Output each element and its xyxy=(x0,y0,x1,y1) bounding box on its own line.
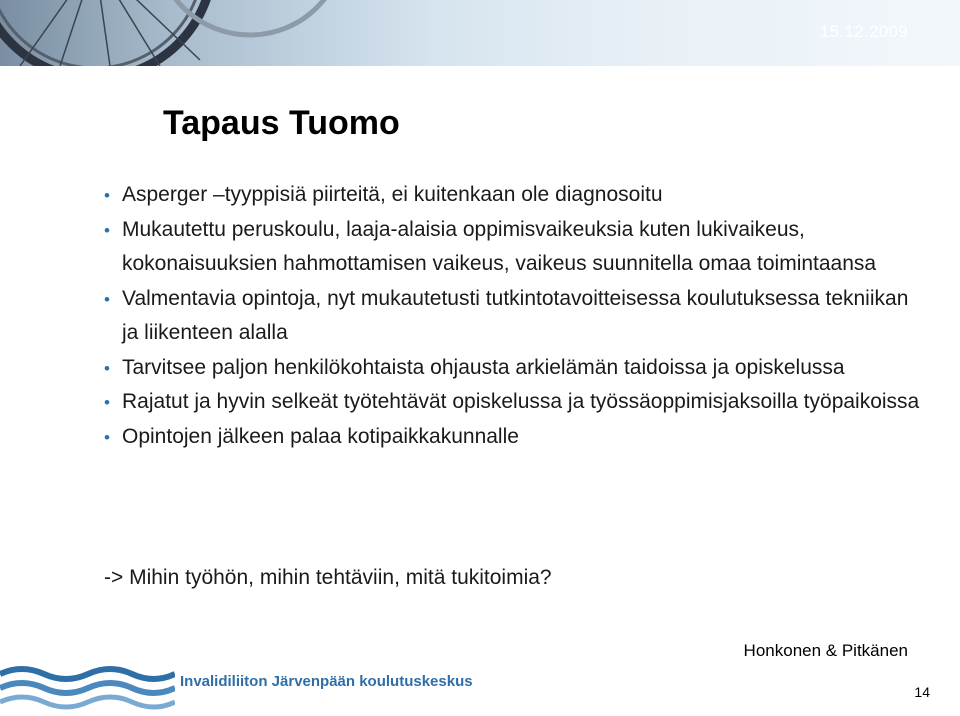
bullet-item: • Valmentavia opintoja, nyt mukautetusti tutkintotavoitteisessa koulutuksessa tekniikan ja liikenteen alalla xyxy=(104,282,924,351)
bullet-list xyxy=(104,178,924,454)
bullet-icon: • xyxy=(104,186,110,205)
page-number: 14 xyxy=(914,684,930,700)
bullet-item: • Mukautettu peruskoulu, laaja-alaisia oppimisvaikeuksia kuten lukivaikeus, kokonaisuuksien hahmottamisen vaikeus, vaikeus suunnitella omaa toimintaansa xyxy=(104,213,924,282)
bullet-icon: • xyxy=(104,393,110,412)
organization-name: Invalidiliiton Järvenpään koulutuskeskus xyxy=(180,673,473,690)
question-line: -> Mihin työhön, mihin tehtäviin, mitä tukitoimia? xyxy=(104,566,552,589)
bullet-icon: • xyxy=(104,358,110,378)
wave-logo-icon xyxy=(0,660,175,710)
bullet-item: • Rajatut ja hyvin selkeät työtehtävät opiskelussa ja työssäoppimisjaksoilla työpaikoissa xyxy=(104,385,924,420)
authors: Honkonen & Pitkänen xyxy=(743,641,908,660)
header-band xyxy=(0,0,960,66)
bullet-item: • Asperger –tyyppisiä piirteitä, ei kuitenkaan ole diagnosoitu xyxy=(104,178,924,213)
bullet-item: • Tarvitsee paljon henkilökohtaista ohjausta arkielämän taidoissa ja opiskelussa xyxy=(104,351,924,386)
slide-title: Tapaus Tuomo xyxy=(163,104,400,142)
bullet-item: • Opintojen jälkeen palaa kotipaikkakunnalle xyxy=(104,420,924,455)
bullet-icon: • xyxy=(104,289,110,309)
slide-date: 15.12.2009 xyxy=(819,22,908,41)
bullet-icon: • xyxy=(104,220,110,240)
bullet-icon: • xyxy=(104,427,110,447)
wheel-image xyxy=(0,0,330,66)
